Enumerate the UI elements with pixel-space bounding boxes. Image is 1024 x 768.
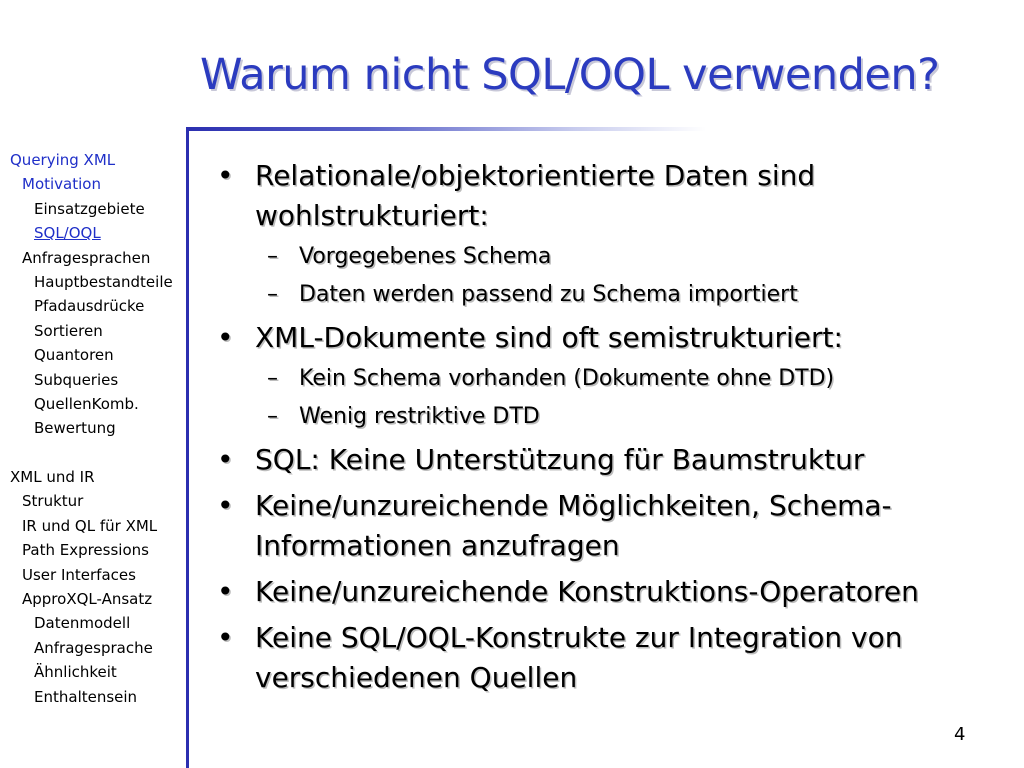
- sub-bullet-text: Wenig restriktive DTD: [299, 404, 540, 429]
- sidebar-item-einsatzgebiete[interactable]: Einsatzgebiete: [34, 199, 145, 218]
- bullet-item: [213, 440, 1003, 480]
- sub-bullet-item: [213, 240, 1003, 274]
- sidebar-item-approxql-ansatz[interactable]: ApproXQL-Ansatz: [22, 590, 153, 609]
- bullet-item: [213, 318, 1003, 358]
- sidebar-item-struktur[interactable]: Struktur: [22, 492, 84, 511]
- sidebar-item-bewertung[interactable]: Bewertung: [34, 419, 116, 438]
- bullet-text: Keine SQL/OQL-Konstrukte zur Integration von verschiedenen Quellen: [255, 621, 903, 694]
- sidebar-spacer: [0, 441, 184, 465]
- bullet-item: [213, 486, 1003, 566]
- title-divider: [186, 127, 706, 131]
- sidebar-item-hauptbestandteile[interactable]: Hauptbestandteile: [34, 272, 173, 291]
- sidebar-item-aehnlichkeit[interactable]: Ähnlichkeit: [34, 663, 117, 682]
- bullet-text: Keine/unzureichende Konstruktions-Operatoren: [255, 575, 919, 608]
- sub-bullet-marker: –: [267, 244, 278, 269]
- slide-title: Warum nicht SQL/OQL verwenden?: [200, 50, 940, 100]
- sub-bullet-marker: –: [267, 404, 278, 429]
- sidebar-item-quellenkomb[interactable]: QuellenKomb.: [34, 394, 139, 413]
- bullet-item: [213, 572, 1003, 612]
- sub-bullet-text: Vorgegebenes Schema: [299, 244, 552, 269]
- bullet-text: Relationale/objektorientierte Daten sind wohlstrukturiert:: [255, 159, 816, 232]
- bullet-item: [213, 618, 1003, 698]
- bullet-marker: •: [217, 443, 234, 476]
- sidebar-item-sortieren[interactable]: Sortieren: [34, 321, 103, 340]
- sidebar-item-sql-oql[interactable]: SQL/OQL: [34, 224, 101, 243]
- page-number: 4: [954, 724, 966, 745]
- sidebar-item-user-interfaces[interactable]: User Interfaces: [22, 565, 136, 584]
- bullet-marker: •: [217, 159, 234, 192]
- sidebar-item-pfadausdruecke[interactable]: Pfadausdrücke: [34, 297, 145, 316]
- sidebar-item-path-expressions[interactable]: Path Expressions: [22, 541, 149, 560]
- sidebar-item-datenmodell[interactable]: Datenmodell: [34, 614, 131, 633]
- bullet-marker: •: [217, 321, 234, 354]
- bullet-item: [213, 156, 1003, 236]
- slide-content: [213, 150, 1003, 698]
- sub-bullet-marker: –: [267, 282, 278, 307]
- bullet-text: XML-Dokumente sind oft semistrukturiert:: [255, 321, 843, 354]
- sidebar-item-anfragesprachen[interactable]: Anfragesprachen: [22, 248, 151, 267]
- sidebar-nav: [0, 148, 184, 709]
- sidebar-item-enthaltensein[interactable]: Enthaltensein: [34, 687, 138, 706]
- sub-bullet-item: [213, 278, 1003, 312]
- sidebar-item-xml-und-ir[interactable]: XML und IR: [10, 468, 95, 487]
- bullet-marker: •: [217, 489, 234, 522]
- sidebar-divider: [186, 127, 189, 768]
- bullet-marker: •: [217, 575, 234, 608]
- bullet-marker: •: [217, 621, 234, 654]
- sub-bullet-marker: –: [267, 366, 278, 391]
- sidebar-item-ir-und-ql[interactable]: IR und QL für XML: [22, 516, 158, 535]
- sub-bullet-item: [213, 400, 1003, 434]
- sidebar-item-motivation[interactable]: Motivation: [22, 175, 101, 194]
- sidebar-item-subqueries[interactable]: Subqueries: [34, 370, 119, 389]
- sub-bullet-text: Daten werden passend zu Schema importiert: [299, 282, 798, 307]
- sub-bullet-item: [213, 362, 1003, 396]
- sub-bullet-text: Kein Schema vorhanden (Dokumente ohne DTD): [299, 366, 835, 391]
- sidebar-item-anfragesprache[interactable]: Anfragesprache: [34, 638, 153, 657]
- sidebar-item-quantoren[interactable]: Quantoren: [34, 346, 114, 365]
- bullet-text: Keine/unzureichende Möglichkeiten, Schema-Informationen anzufragen: [255, 489, 892, 562]
- sidebar-item-querying-xml[interactable]: Querying XML: [10, 151, 116, 169]
- bullet-text: SQL: Keine Unterstützung für Baumstruktur: [255, 443, 865, 476]
